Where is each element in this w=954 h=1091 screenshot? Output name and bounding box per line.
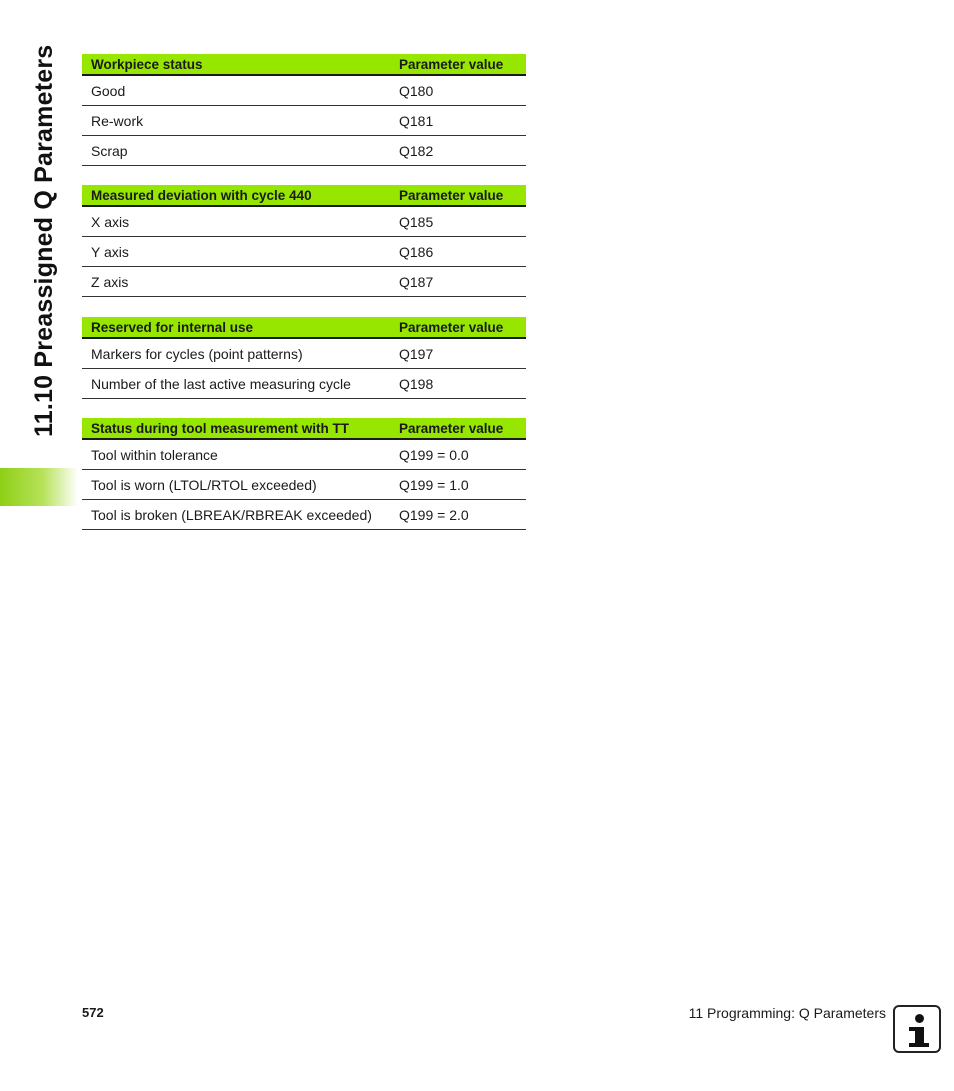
row-description: Number of the last active measuring cycle — [82, 369, 390, 399]
table-row — [82, 500, 526, 530]
table-row — [82, 237, 526, 267]
table-row — [82, 470, 526, 500]
table-header — [82, 185, 526, 206]
measured-deviation-table — [82, 185, 526, 297]
row-parameter: Q186 — [390, 237, 526, 267]
table-row — [82, 439, 526, 470]
row-description: Tool is worn (LTOL/RTOL exceeded) — [82, 470, 390, 500]
tool-measurement-status-table — [82, 418, 526, 530]
row-parameter: Q182 — [390, 136, 526, 166]
header-label: Parameter value — [390, 185, 526, 206]
row-parameter: Q197 — [390, 338, 526, 369]
chapter-tab-marker — [0, 468, 78, 506]
chapter-side-title — [30, 44, 66, 440]
header-label: Parameter value — [390, 418, 526, 439]
row-parameter: Q181 — [390, 106, 526, 136]
row-description: Tool within tolerance — [82, 439, 390, 470]
row-description: Good — [82, 75, 390, 106]
row-description: Markers for cycles (point patterns) — [82, 338, 390, 369]
table-header — [82, 317, 526, 338]
row-description: X axis — [82, 206, 390, 237]
table-header — [82, 54, 526, 75]
row-description: Y axis — [82, 237, 390, 267]
reserved-internal-table — [82, 317, 526, 399]
row-parameter: Q198 — [390, 369, 526, 399]
row-parameter: Q187 — [390, 267, 526, 297]
workpiece-status-table — [82, 54, 526, 166]
table-row — [82, 267, 526, 297]
row-parameter: Q185 — [390, 206, 526, 237]
table-header — [82, 418, 526, 439]
header-label: Reserved for internal use — [82, 317, 390, 338]
table-row — [82, 338, 526, 369]
header-label: Workpiece status — [82, 54, 390, 75]
page-number: 572 — [82, 1005, 104, 1020]
section-title: 11.10 Preassigned Q Parameters — [30, 44, 58, 437]
header-label: Status during tool measurement with TT — [82, 418, 390, 439]
header-label: Parameter value — [390, 54, 526, 75]
row-description: Re-work — [82, 106, 390, 136]
footer-chapter-title: 11 Programming: Q Parameters — [688, 1005, 886, 1021]
row-parameter: Q199 = 1.0 — [390, 470, 526, 500]
table-row — [82, 136, 526, 166]
table-row — [82, 206, 526, 237]
info-icon — [893, 1005, 941, 1053]
row-description: Z axis — [82, 267, 390, 297]
header-label: Measured deviation with cycle 440 — [82, 185, 390, 206]
row-parameter: Q199 = 2.0 — [390, 500, 526, 530]
row-parameter: Q180 — [390, 75, 526, 106]
row-parameter: Q199 = 0.0 — [390, 439, 526, 470]
header-label: Parameter value — [390, 317, 526, 338]
row-description: Tool is broken (LBREAK/RBREAK exceeded) — [82, 500, 390, 530]
table-row — [82, 106, 526, 136]
table-row — [82, 75, 526, 106]
table-row — [82, 369, 526, 399]
row-description: Scrap — [82, 136, 390, 166]
